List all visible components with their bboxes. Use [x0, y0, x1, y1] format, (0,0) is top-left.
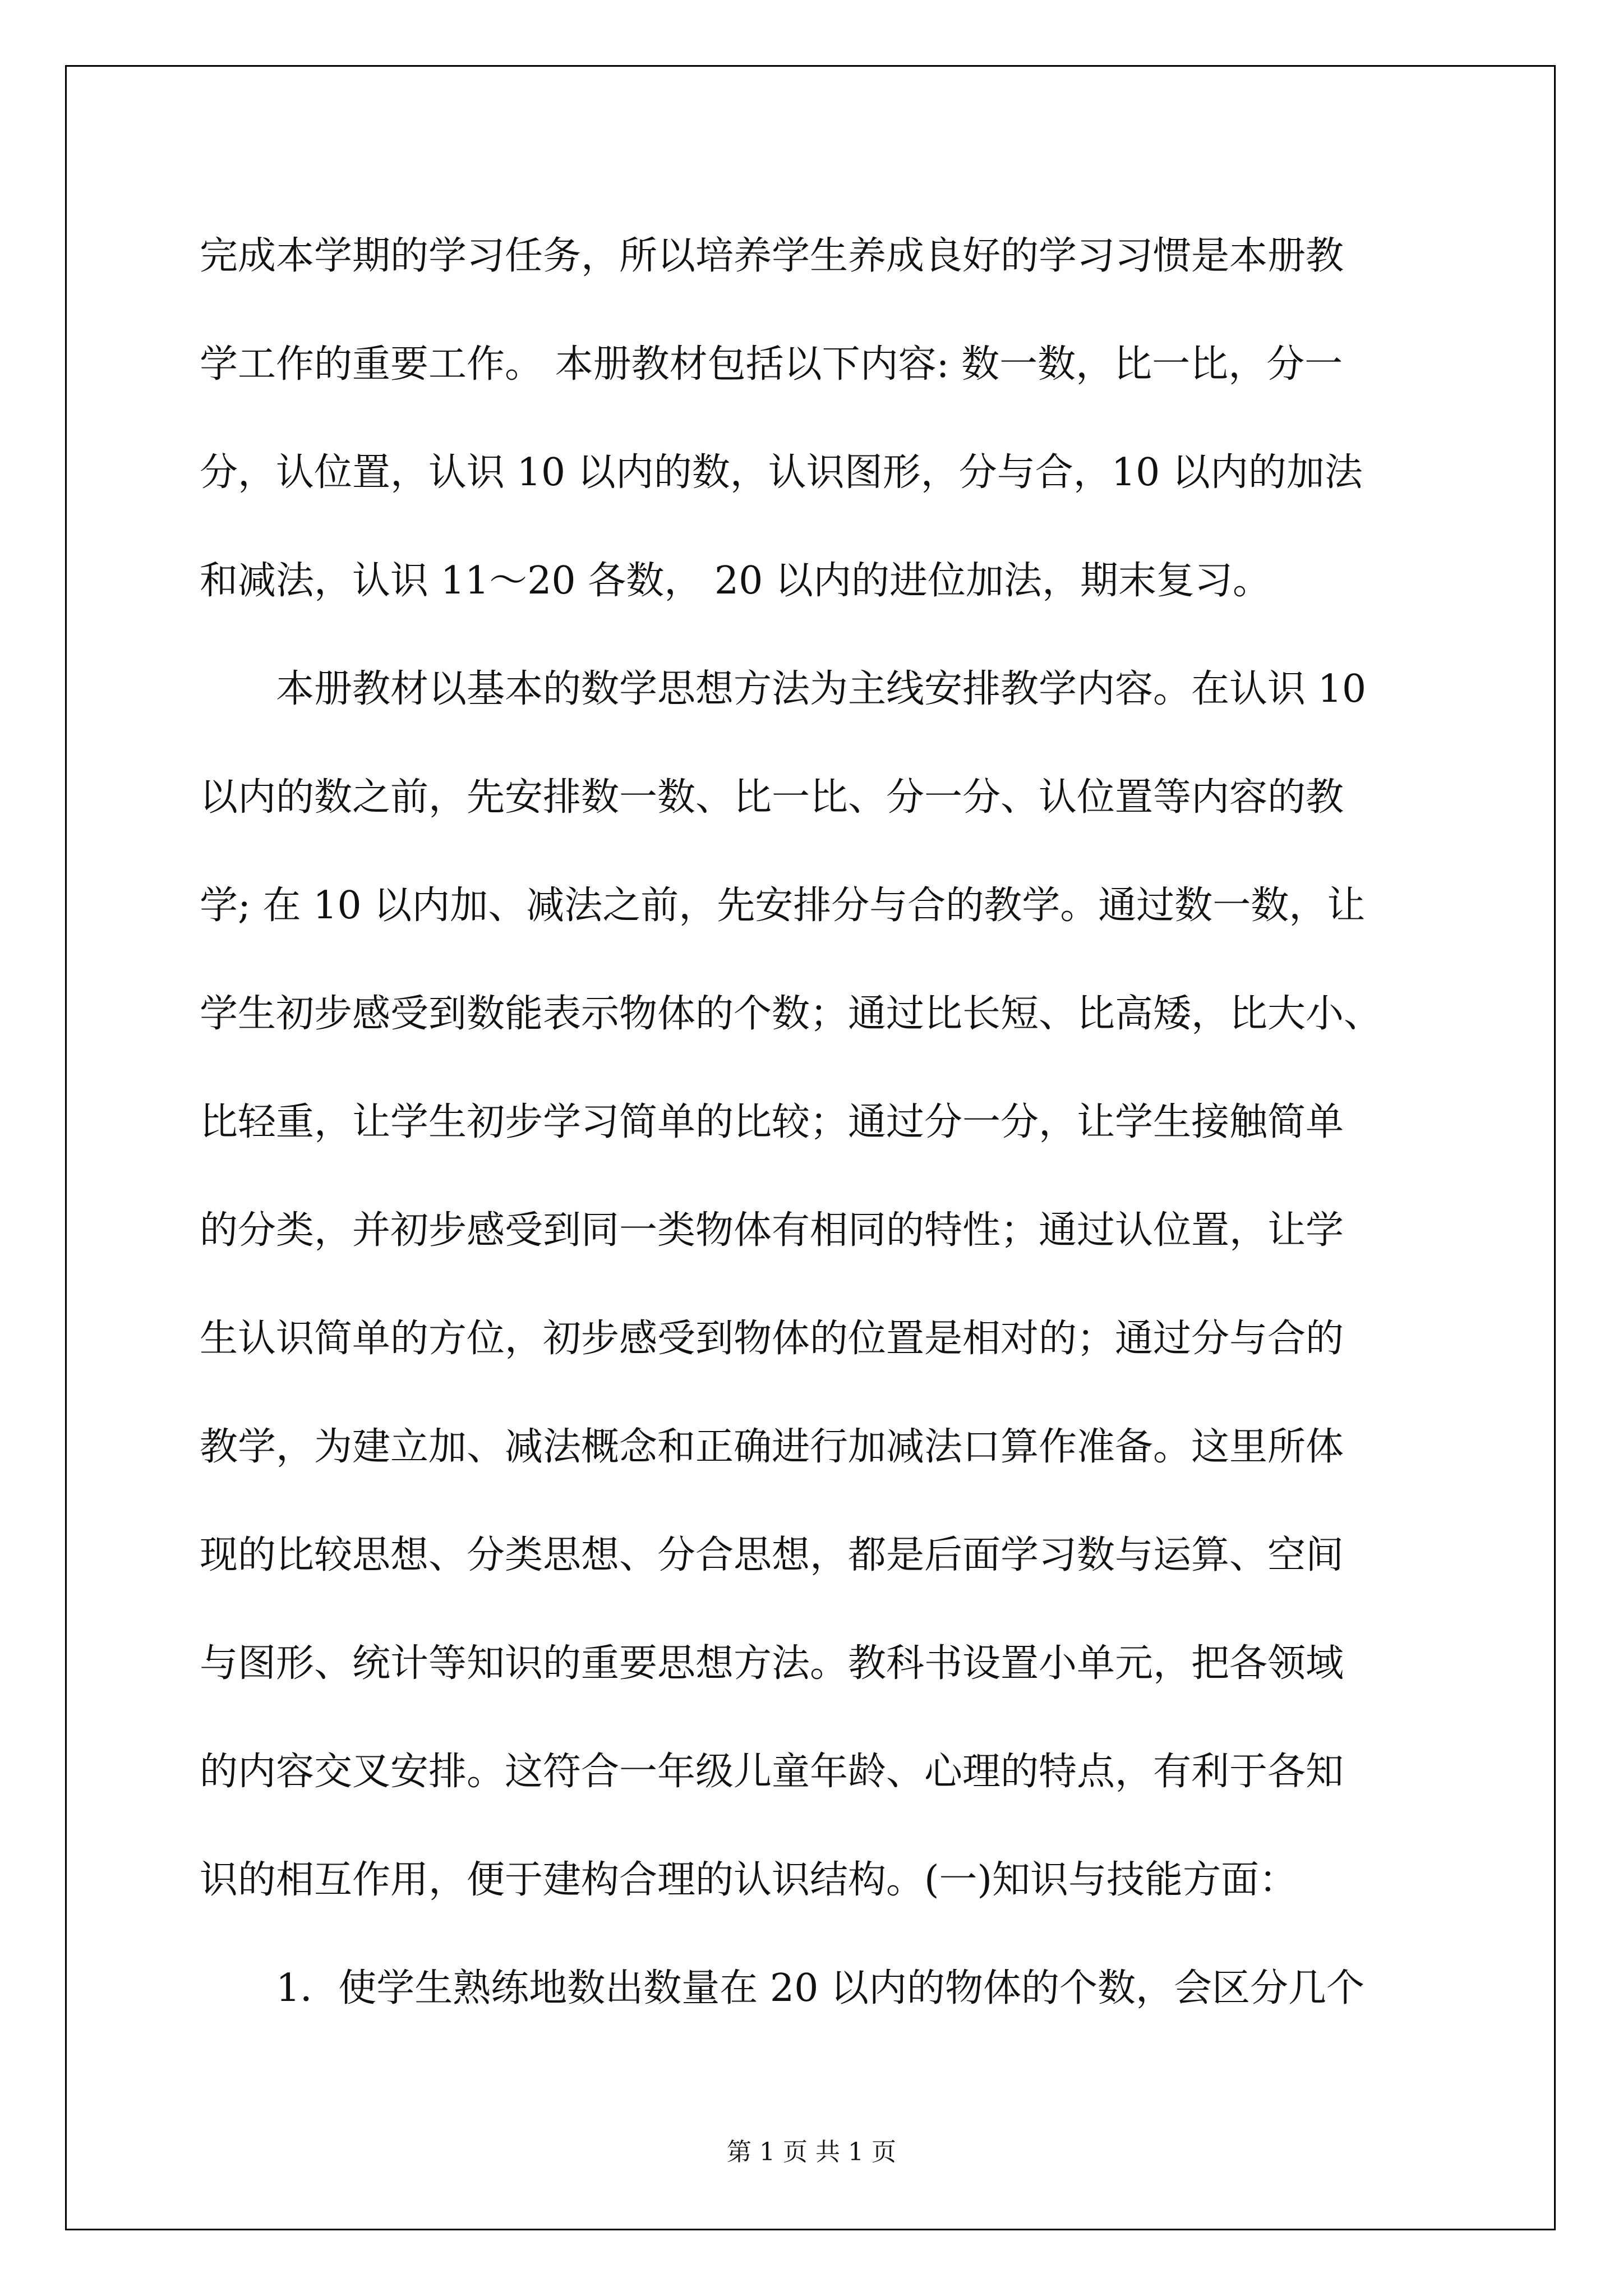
text-line: 学生初步感受到数能表示物体的个数；通过比长短、比高矮，比大小、: [200, 992, 1382, 1036]
text-line: 比轻重，让学生初步学习简单的比较；通过分一分，让学生接触简单: [200, 1100, 1344, 1144]
paragraph-first-line: 本册教材以基本的数学思想方法为主线安排教学内容。在认识 10: [276, 667, 1367, 711]
text-line: 学; 在 10 以内加、减法之前，先安排分与合的教学。通过数一数，让: [200, 884, 1366, 928]
text-line: 现的比较思想、分类思想、分合思想，都是后面学习数与运算、空间: [200, 1533, 1344, 1577]
list-item-1: 1．使学生熟练地数出数量在 20 以内的物体的个数，会区分几个: [276, 1966, 1365, 2010]
text-line: 的分类，并初步感受到同一类物体有相同的特性；通过认位置，让学: [200, 1208, 1344, 1253]
text-line: 以内的数之前，先安排数一数、比一比、分一分、认位置等内容的教: [200, 775, 1344, 820]
page-footer: 第 1 页 共 1 页: [727, 2138, 896, 2166]
text-line: 分，认位置，认识 10 以内的数，认识图形，分与合，10 以内的加法: [200, 450, 1363, 495]
text-line: 和减法，认识 11～20 各数， 20 以内的进位加法，期末复习。: [200, 559, 1271, 603]
text-line: 完成本学期的学习任务，所以培养学生养成良好的学习习惯是本册教: [200, 234, 1344, 278]
text-line: 的内容交叉安排。这符合一年级儿童年龄、心理的特点，有利于各知: [200, 1750, 1344, 1794]
document-body: [200, 202, 1433, 2042]
text-line: 学工作的重要工作。 本册教材包括以下内容: 数一数，比一比，分一: [200, 342, 1343, 386]
text-line: 与图形、统计等知识的重要思想方法。教科书设置小单元，把各领域: [200, 1641, 1344, 1686]
text-line: 识的相互作用，便于建构合理的认识结构。(一)知识与技能方面：: [200, 1858, 1298, 1902]
text-line: 生认识简单的方位，初步感受到物体的位置是相对的；通过分与合的: [200, 1317, 1344, 1361]
text-line: 教学，为建立加、减法概念和正确进行加减法口算作准备。这里所体: [200, 1425, 1344, 1469]
